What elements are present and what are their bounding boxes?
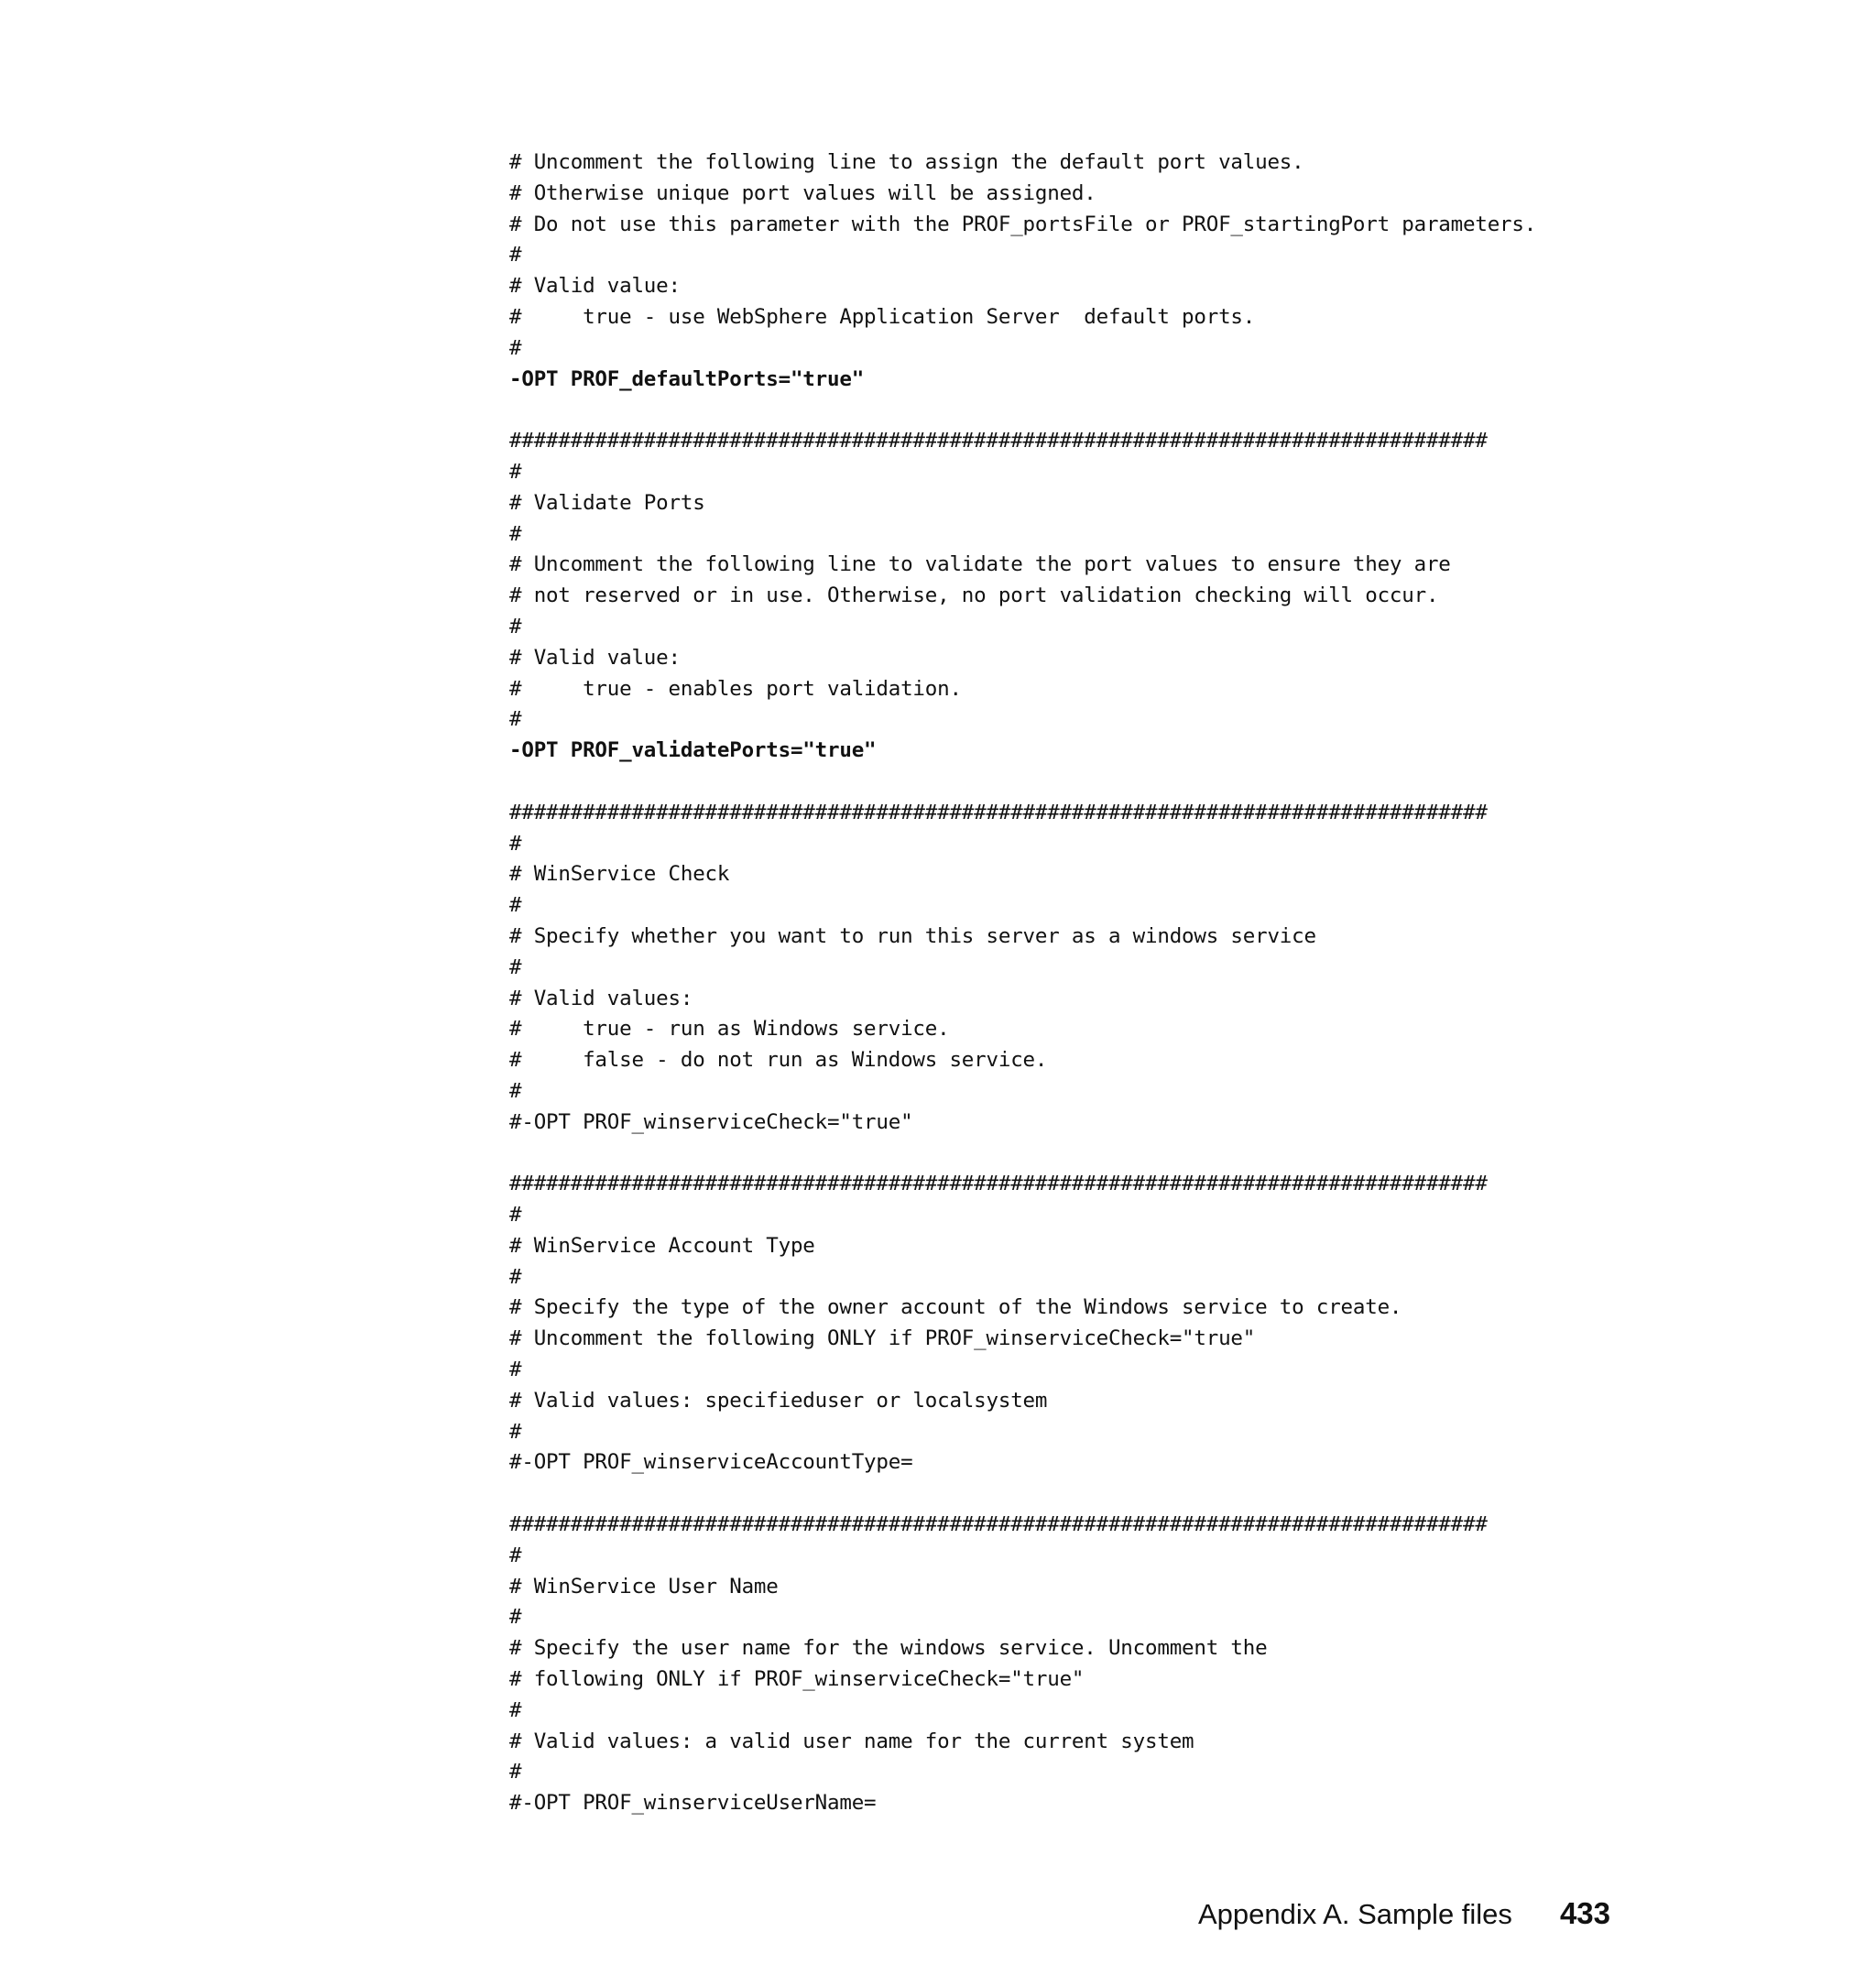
comment-line: # Valid values: a valid user name for the current system [509,1729,1194,1753]
comment-line: # [509,955,522,979]
comment-line: # [509,335,522,360]
option-line: -OPT PROF_defaultPorts="true" [509,366,865,391]
comment-line: # WinService Check [509,862,730,887]
comment-line: # Uncomment the following ONLY if PROF_winserviceCheck="true" [509,1326,1256,1351]
comment-line: # [509,1605,522,1630]
comment-line: # [509,1203,522,1228]
comment-line: # [509,1419,522,1444]
comment-line: # not reserved or in use. Otherwise, no port validation checking will occur. [509,584,1439,608]
commented-option-line: #-OPT PROF_winserviceCheck="true" [509,1109,913,1134]
comment-line: # WinService Account Type [509,1233,815,1258]
comment-line: # [509,1358,522,1382]
comment-line: # Validate Ports [509,490,705,515]
comment-line: # false - do not run as Windows service. [509,1048,1048,1073]
comment-line: # [509,707,522,732]
comment-line: # [509,1078,522,1103]
comment-line: # [509,614,522,638]
comment-line: # Otherwise unique port values will be assigned. [509,180,1096,205]
page-number: 433 [1559,1896,1610,1930]
section-separator-line: ################################################################################ [509,1512,1488,1537]
option-line: -OPT PROF_validatePorts="true" [509,738,877,763]
comment-line: # [509,1760,522,1784]
section-separator-line: ################################################################################ [509,800,1488,824]
comment-line: # [509,459,522,484]
section-separator-line: ################################################################################ [509,1172,1488,1196]
section-separator-line: ################################################################################ [509,429,1488,453]
comment-line: # Do not use this parameter with the PROF_portsFile or PROF_startingPort parameters. [509,212,1537,236]
blank-line [509,767,1609,798]
comment-line: # true - run as Windows service. [509,1017,950,1042]
comment-line: # Valid values: [509,986,693,1010]
commented-option-line: #-OPT PROF_winserviceUserName= [509,1791,877,1816]
blank-line [509,1479,1609,1510]
comment-line: # Specify the type of the owner account of the Windows service to create. [509,1295,1402,1320]
comment-line: # [509,521,522,546]
commented-option-line: #-OPT PROF_winserviceAccountType= [509,1450,913,1475]
comment-line: # Valid value: [509,645,681,670]
comment-line: # Specify whether you want to run this server as a windows service [509,923,1316,948]
comment-line: # Valid values: specifieduser or localsystem [509,1388,1048,1413]
comment-line: # true - enables port validation. [509,676,962,701]
comment-line: # [509,1697,522,1722]
sample-response-file-listing [509,147,1609,1819]
comment-line: # [509,243,522,267]
comment-line: # [509,1543,522,1567]
comment-line: # [509,893,522,918]
comment-line: # [509,831,522,856]
footer-section-title: Appendix A. Sample files [1198,1898,1512,1930]
comment-line: # Specify the user name for the windows service. Uncomment the [509,1636,1268,1661]
comment-line: # WinService User Name [509,1574,779,1599]
comment-line: # Uncomment the following line to assign the default port values. [509,150,1304,174]
blank-line [509,395,1609,426]
page-footer [1198,1896,1610,1931]
comment-line: # [509,1264,522,1289]
comment-line: # Valid value: [509,274,681,299]
comment-line: # Uncomment the following line to validate the port values to ensure they are [509,552,1451,577]
comment-line: # following ONLY if PROF_winserviceCheck="true" [509,1667,1085,1692]
blank-line [509,1139,1609,1170]
comment-line: # true - use WebSphere Application Server default ports. [509,304,1256,329]
